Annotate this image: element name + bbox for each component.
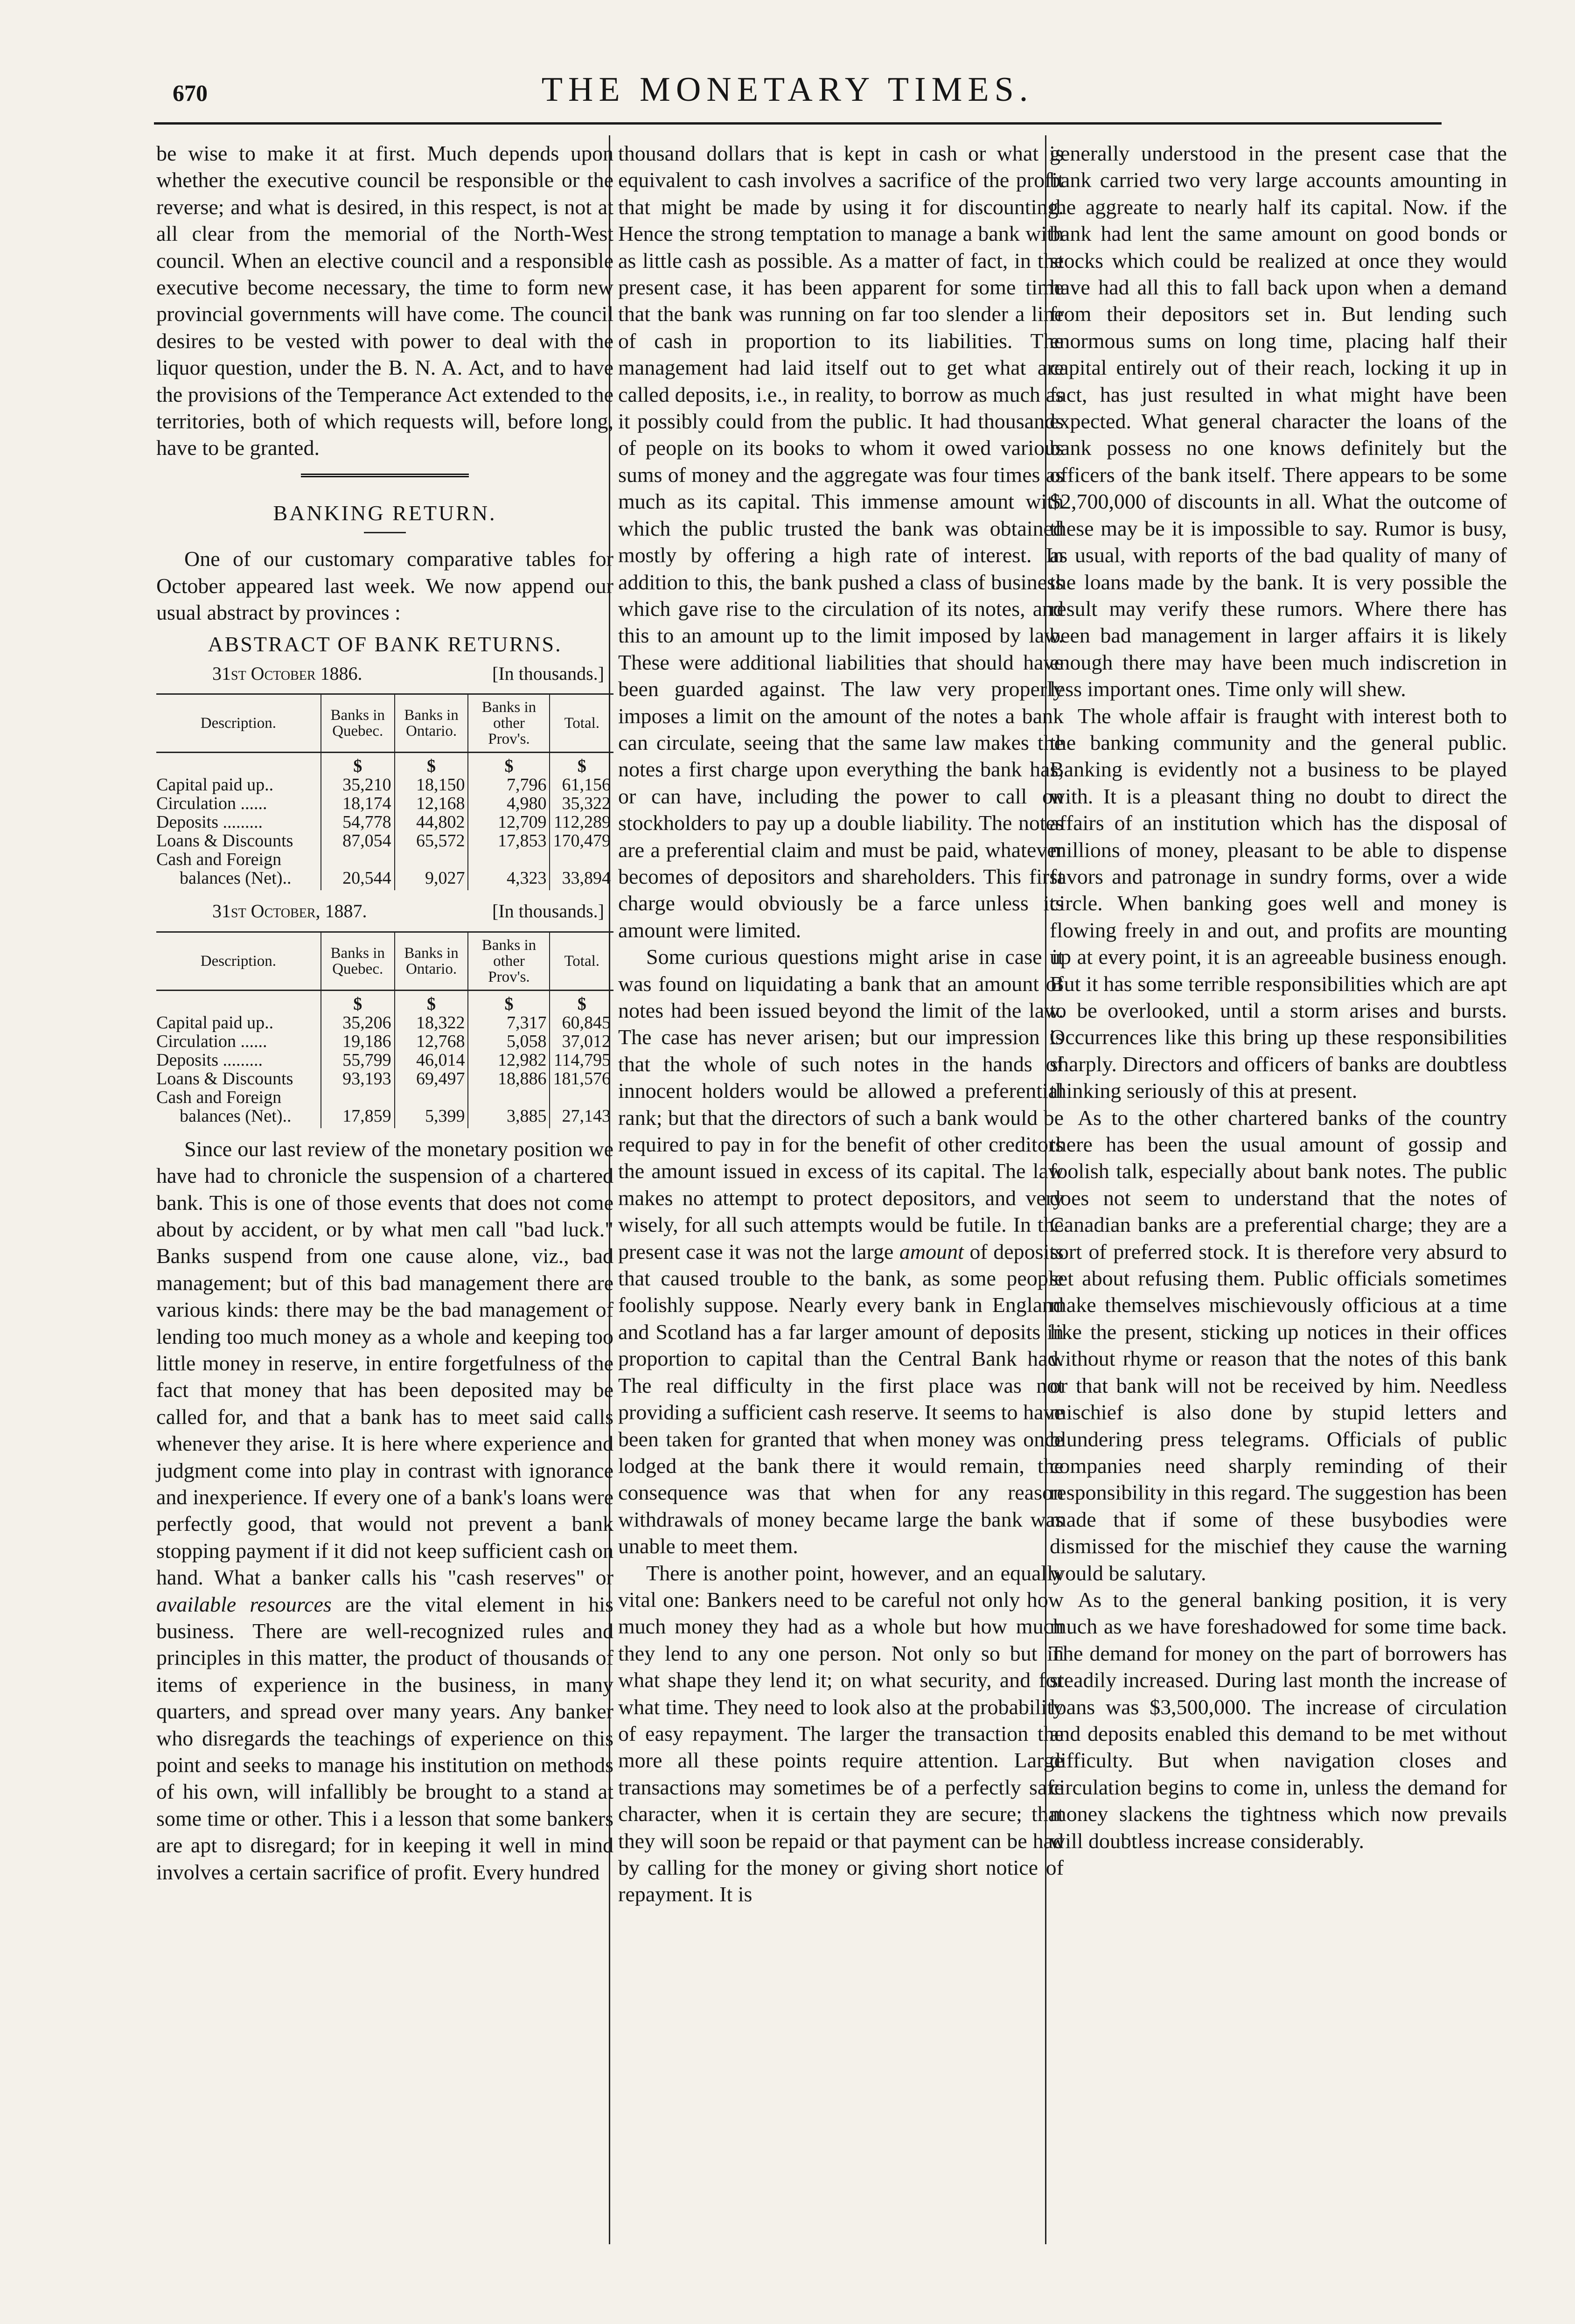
cell: 18,150 <box>395 775 468 794</box>
cell: 18,886 <box>468 1069 550 1088</box>
header-total: Total. <box>550 932 613 990</box>
row-label: Loans & Discounts <box>156 831 293 851</box>
cell: 5,058 <box>468 1032 550 1051</box>
dollar-sign: $ <box>395 990 468 1013</box>
table-row <box>156 990 613 1013</box>
table-row <box>156 775 613 794</box>
cell: 5,399 <box>395 1107 468 1128</box>
table-1-date: 31st October 1886. <box>212 663 362 684</box>
cell: 3,885 <box>468 1107 550 1128</box>
dollar-sign: $ <box>321 990 395 1013</box>
cell: 12,168 <box>395 794 468 813</box>
cell: 12,709 <box>468 813 550 831</box>
cell: 114,795 <box>550 1051 613 1069</box>
row-label: balances (Net).. <box>180 868 292 888</box>
header-ontario: Banks in Ontario. <box>395 694 468 753</box>
cell: 9,027 <box>395 869 468 890</box>
paragraph: Since our last review of the monetary position we have had to chronicle the suspension of a chartered bank. This is one of those events that does not come about by accident, or by what men call "bad luck." Banks suspend from one cause alone, viz., bad management; but of this bad management there are various kinds: there may be the bad management of lending too much money as a whole and keeping too little money in reserve, in entire forgetfulness of the fact that money that has been deposited may be called for, and that a bank has to meet said calls whenever they arise. It is here where experience and judgment come into play in contrast with ignorance and inexperience. If every one of a bank's loans were perfectly good, that would not prevent a bank stopping payment if it did not keep sufficient cash on hand. What a banker calls his "cash reserves" or available resources are the vital element in his business. There are well-recognized rules and principles in this matter, the product of thousands of items of experience in the business, in many quarters, and spread over many years. Any banker who disregards the teachings of experience on this point and seeks to manage his institution on methods of his own, will infallibly be brought to a stand at some time or other. This i a lesson that some bankers are apt to disregard; for in keeping it well in mind involves a certain sacrifice of profit. Every hundred <box>156 1137 613 1884</box>
cell: 46,014 <box>395 1051 468 1069</box>
table-row <box>156 850 613 869</box>
cell: 18,322 <box>395 1013 468 1032</box>
table-2-date: 31st October, 1887. <box>212 900 367 922</box>
cell: 112,289 <box>550 813 613 831</box>
cell: 181,576 <box>550 1069 613 1088</box>
dollar-sign: $ <box>395 753 468 776</box>
masthead: THE MONETARY TIMES. <box>541 70 1034 109</box>
dollar-sign: $ <box>321 753 395 776</box>
row-label: Circulation ...... <box>156 794 267 814</box>
cell: 37,012 <box>550 1032 613 1051</box>
cell: 55,799 <box>321 1051 395 1069</box>
cell: 7,796 <box>468 775 550 794</box>
paragraph: thousand dollars that is kept in cash or what is equivalent to cash involves a sacrifice of the profit that might be made by using it for discounting. Hence the strong temptation to manage a bank with as little cash as possible. As a matter of fact, in the present case, it has been apparent for some time that the bank was running on far too slender a line of cash in proportion to its liabilities. The management had laid itself out to get what are called deposits, i.e., in reality, to borrow as much as it possibly could from the public. It had thousands of people on its books to whom it owed various sums of money and the aggregate was four times as much as its capital. This immense amount with which the public trusted the bank was obtained mostly by offering a high rate of interest. In addition to this, the bank pushed a class of business which gave rise to the circulation of its notes, and this to an amount up to the limit imposed by law. These were additional liabilities that should have been guarded against. The law very properly imposes a limit on the amount of the notes a bank can circulate, seeing that the same law makes the notes a first charge upon everything the bank has, or can have, including the power to call on stockholders to pay up a double liability. The notes are a preferential claim and must be paid, whatever becomes of depositors and shareholders. This first charge would obviously be a farce unless its amount were limited. <box>618 141 1064 942</box>
header-ontario: Banks in Ontario. <box>395 932 468 990</box>
section-rule <box>301 474 469 481</box>
paragraph: One of our customary comparative tables for October appeared last week. We now append our usual abstract by provinces : <box>156 547 613 625</box>
page-number: 670 <box>173 80 208 106</box>
cell: 35,210 <box>321 775 395 794</box>
header-other: Banks in other Prov's. <box>468 694 550 753</box>
row-label: Cash and Foreign <box>156 850 282 870</box>
dollar-sign: $ <box>468 753 550 776</box>
cell: 87,054 <box>321 831 395 850</box>
dollar-sign: $ <box>550 990 613 1013</box>
cell: 17,859 <box>321 1107 395 1128</box>
abstract-title: ABSTRACT OF BANK RETURNS. <box>208 632 562 656</box>
cell: 65,572 <box>395 831 468 850</box>
cell: 18,174 <box>321 794 395 813</box>
italic-phrase: available resources <box>156 1592 332 1616</box>
table-row <box>156 831 613 850</box>
table-row <box>156 1032 613 1051</box>
dollar-sign: $ <box>468 990 550 1013</box>
cell: 17,853 <box>468 831 550 850</box>
row-label: Deposits ......... <box>156 812 263 832</box>
row-label: balances (Net).. <box>180 1106 292 1126</box>
table-1-caption <box>212 660 604 687</box>
paragraph: As to the other chartered banks of the country there has been the usual amount of gossip and foolish talk, especially about bank notes. The public does not seem to understand that the notes of Canadian banks are a preferential charge; they are a sort of preferred stock. It is therefore very absurd to set about refusing them. Public officials sometimes make themselves mischievously officious at a time like the present, sticking up notices in their offices without rhyme or reason that the notes of this bank or that bank will not be received by him. Needless mischief is also done by stupid letters and blundering press telegrams. Officials of public companies need sharply reminding of their responsibility in this regard. The suggestion has been made that if some of these busybodies were dismissed for the mischief they cause the warning would be salutary. <box>1050 1105 1507 1585</box>
paragraph: There is another point, however, and an equally vital one: Bankers need to be careful not only how much money they had as a whole but how much they lend to any one person. Not only so but in what shape they lend it; on what security, and for what time. They need to look also at the probability of easy repayment. The larger the transaction the more all these points require attention. Large transactions may sometimes be of a perfectly safe character, when it is certain they are secure; that they will soon be repaid or that payment can be had by calling for the money or giving short notice of repayment. It is <box>618 1561 1064 1906</box>
cell: 93,193 <box>321 1069 395 1088</box>
paragraph: generally understood in the present case that the bank carried two very large accounts amounting in the aggreate to nearly half its capital. Now. if the bank had lent the same amount on good bonds or stocks which could be realized at once they would have had all this to fall back upon when a demand from their depositors set in. But lending such enormous sums on long time, placing half their capital entirely out of their reach, locking it up in fact, has just resulted in what might have been expected. What general character the loans of the bank possess no one knows definitely but the officers of the bank itself. There appears to be some $2,700,000 of discounts in all. What the outcome of these may be it is impossible to say. Rumor is busy, as usual, with reports of the bad quality of many of the loans made by the bank. It is very possible the result may verify these rumors. Where there has been bad management in larger affairs it is likely enough there may have been much indiscretion in less important ones. Time only will shew. <box>1050 141 1507 701</box>
header-description: Description. <box>156 694 321 753</box>
table-1-units: [In thousands.] <box>492 663 604 684</box>
paragraph: The whole affair is fraught with interest both to the banking community and the general public. Banking is evidently not a business to be played with. It is a pleasant thing no doubt to direct the affairs of an institution which has the disposal of millions of money, pleasant to be able to dispense favors and patronage in sundry forms, over a wide circle. When banking goes well and money is flowing freely in and out, and profits are mounting up at every point, it is an agreeable business enough. But it has some terrible responsibilities which are apt to be overlooked, until a storm arises and bursts. Occurrences like this bring up these responsibilities sharply. Directors and officers of banks are doubtless thinking seriously of this at present. <box>1050 704 1507 1103</box>
table-row <box>156 869 613 890</box>
table-row <box>156 1088 613 1107</box>
italic-word: amount <box>899 1239 964 1263</box>
masthead-rule <box>154 122 1442 125</box>
cell: 20,544 <box>321 869 395 890</box>
paragraph: Some curious questions might arise in case it was found on liquidating a bank that an amount of notes had been issued beyond the limit of the law. The case has never arisen; but our impression is that the whole of such notes in the hands of innocent holders would be allowed a preferential rank; but that the directors of such a bank would be required to pay in for the benefit of other creditors the amount issued in excess of its capital. The law makes no attempt to protect depositors, and very wisely, for all such attempts would be futile. In the present case it was not the large amount of deposits that caused trouble to the bank, as some people foolishly suppose. Nearly every bank in England and Scotland has a far larger amount of deposits in proportion to capital than the Central Bank had. The real difficulty in the first place was not providing a sufficient cash reserve. It seems to have been taken for granted that when money was once lodged at the bank there it would remain, the consequence was that when for any reason withdrawals of money became large the bank was unable to meet them. <box>618 945 1064 1558</box>
header-other: Banks in other Prov's. <box>468 932 550 990</box>
cell: 60,845 <box>550 1013 613 1032</box>
table-2-units: [In thousands.] <box>492 900 604 922</box>
paragraph: be wise to make it at first. Much depends upon whether the executive council be responsible or the reverse; and what is desired, in this respect, is not at all clear from the memorial of the North-West council. When an elective council and a responsible executive become necessary, the time to form new provincial governments will have come. The council desires to be vested with power to deal with the liquor question, under the B. N. A. Act, and to have the provisions of the Temperance Act extended to the territories, both of which requests will, before long, have to be granted. <box>156 141 613 460</box>
header-quebec: Banks in Quebec. <box>321 932 395 990</box>
cell: 44,802 <box>395 813 468 831</box>
cell: 4,323 <box>468 869 550 890</box>
cell: 7,317 <box>468 1013 550 1032</box>
table-2-caption <box>212 898 604 924</box>
column-3 <box>1050 140 1507 1854</box>
column-2 <box>618 140 1064 1908</box>
cell: 12,768 <box>395 1032 468 1051</box>
cell: 35,206 <box>321 1013 395 1032</box>
table-row <box>156 794 613 813</box>
dollar-sign: $ <box>550 753 613 776</box>
row-label: Loans & Discounts <box>156 1068 293 1089</box>
row-label: Circulation ...... <box>156 1031 267 1051</box>
column-1 <box>156 140 613 1885</box>
section-title: BANKING RETURN. <box>273 501 497 525</box>
row-label: Capital paid up.. <box>156 775 274 795</box>
paragraph: As to the general banking position, it is very much as we have foreshadowed for some time back. The demand for money on the part of borrowers has steadily increased. During last month the increase of loans was $3,500,000. The increase of circulation and deposits enabled this demand to be met without difficulty. But when navigation closes and circulation begins to come in, unless the demand for money slackens the tightness which now prevails will doubtless increase considerably. <box>1050 1587 1507 1853</box>
bank-returns-table-1887 <box>156 931 613 1128</box>
bank-returns-table-1886 <box>156 693 613 890</box>
table-row <box>156 1051 613 1069</box>
cell: 4,980 <box>468 794 550 813</box>
cell: 33,894 <box>550 869 613 890</box>
cell: 69,497 <box>395 1069 468 1088</box>
row-label: Deposits ......... <box>156 1050 263 1070</box>
cell: 170,479 <box>550 831 613 850</box>
short-rule <box>364 532 406 533</box>
table-row <box>156 1069 613 1088</box>
table-row <box>156 753 613 776</box>
cell: 54,778 <box>321 813 395 831</box>
table-row <box>156 813 613 831</box>
cell: 35,322 <box>550 794 613 813</box>
cell: 27,143 <box>550 1107 613 1128</box>
row-label: Cash and Foreign <box>156 1087 282 1107</box>
header-total: Total. <box>550 694 613 753</box>
header-quebec: Banks in Quebec. <box>321 694 395 753</box>
header-description: Description. <box>156 932 321 990</box>
table-row <box>156 1107 613 1128</box>
cell: 19,186 <box>321 1032 395 1051</box>
cell: 12,982 <box>468 1051 550 1069</box>
row-label: Capital paid up.. <box>156 1012 274 1033</box>
cell: 61,156 <box>550 775 613 794</box>
table-row <box>156 1013 613 1032</box>
